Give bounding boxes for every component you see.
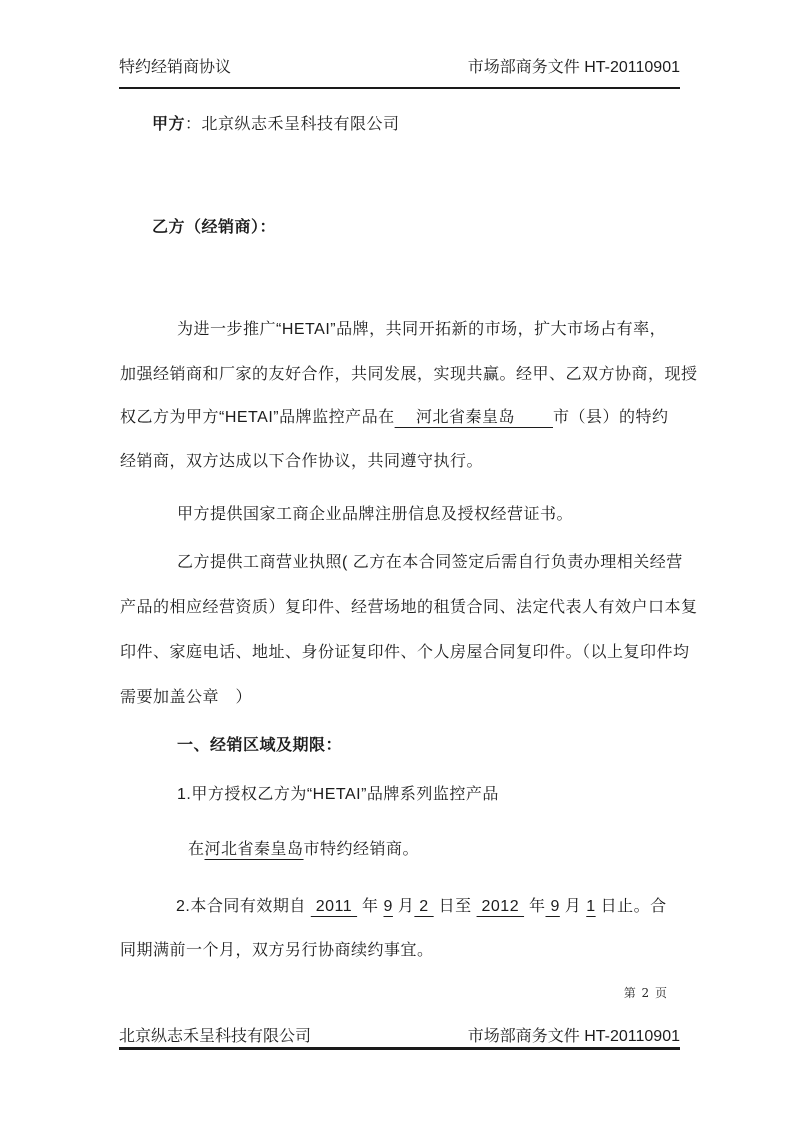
text-segment: 月: [392, 898, 415, 915]
text-segment: 年: [357, 898, 384, 915]
page-footer: [119, 1027, 680, 1047]
intro-line-3: [120, 407, 700, 428]
text-segment: 需要加盖公章 ）: [120, 689, 253, 706]
clause-b-line-4: [120, 687, 700, 708]
text-segment: 9: [545, 898, 560, 915]
section-1-heading: [120, 735, 700, 756]
text-segment: 乙方提供工商营业执照( 乙方在本合同签定后需自行负责办理相关经营: [177, 554, 683, 571]
text-segment: 9: [383, 898, 393, 915]
text-segment: 市（县）的特约: [553, 409, 669, 426]
text-segment: 市特约经销商。: [303, 841, 420, 858]
intro-line-2: [120, 364, 700, 385]
item-1-line-1: [120, 784, 700, 805]
clause-a-line: [120, 504, 700, 525]
intro-line-1: [120, 319, 700, 340]
clause-b-line-3: [120, 642, 700, 663]
party-a-line: [120, 114, 700, 135]
footer-right-doc-code: 市场部商务文件 HT-20110901: [467, 1028, 680, 1045]
text-segment: 甲方提供国家工商企业品牌注册信息及授权经营证书。: [177, 506, 574, 523]
footer-rule: [119, 1047, 680, 1050]
text-segment: 河北省秦皇岛: [204, 841, 304, 858]
text-segment: 2011: [310, 898, 358, 915]
text-segment: 2.本合同有效期自: [176, 898, 311, 915]
text-segment: 印件、家庭电话、地址、身份证复印件、个人房屋合同复印件。（以上复印件均: [120, 644, 690, 661]
text-segment: 1: [586, 898, 596, 915]
item-2-line-1: [120, 896, 700, 917]
footer-left-company: 北京纵志禾呈科技有限公司: [119, 1028, 312, 1045]
text-segment: 月: [559, 898, 587, 915]
text-segment: 加强经销商和厂家的友好合作，共同发展，实现共赢。经甲、乙双方协商，现授: [120, 366, 698, 383]
intro-line-4: [120, 451, 700, 472]
text-segment: 2012: [476, 898, 525, 915]
item-1-line-2: [120, 839, 700, 860]
text-segment: 年: [524, 898, 546, 915]
page-number: 第 2 页: [623, 986, 668, 1000]
text-segment: 产品的相应经营资质）复印件、经营场地的租赁合同、法定代表人有效户口本复: [120, 599, 698, 616]
header-right-doc-code: 市场部商务文件 HT-20110901: [467, 59, 680, 76]
text-segment: 一、经销区域及期限：: [177, 737, 343, 754]
clause-b-line-1: [120, 552, 700, 573]
text-segment: ：北京纵志禾呈科技有限公司: [185, 116, 400, 133]
text-segment: 同期满前一个月，双方另行协商续约事宜。: [120, 942, 434, 959]
text-segment: 日至: [433, 898, 477, 915]
party-b-line: [120, 217, 700, 238]
text-segment: 权乙方为甲方“HETAI”品牌监控产品在: [120, 409, 395, 426]
text-segment: 河北省秦皇岛: [394, 409, 553, 426]
text-segment: 1.甲方授权乙方为“HETAI”品牌系列监控产品: [177, 786, 499, 803]
text-segment: 2: [414, 898, 434, 915]
text-segment: 乙方（经销商）：: [152, 219, 277, 236]
header-left-title: 特约经销商协议: [119, 59, 232, 76]
item-2-line-2: [120, 940, 700, 961]
text-segment: 为进一步推广“HETAI”品牌，共同开拓新的市场，扩大市场占有率，: [177, 321, 667, 338]
clause-b-line-2: [120, 597, 700, 618]
text-segment: 经销商，双方达成以下合作协议，共同遵守执行。: [120, 453, 484, 470]
text-segment: 日止。合: [595, 898, 667, 915]
text-segment: 甲方: [152, 116, 186, 133]
text-segment: 在: [188, 841, 205, 858]
